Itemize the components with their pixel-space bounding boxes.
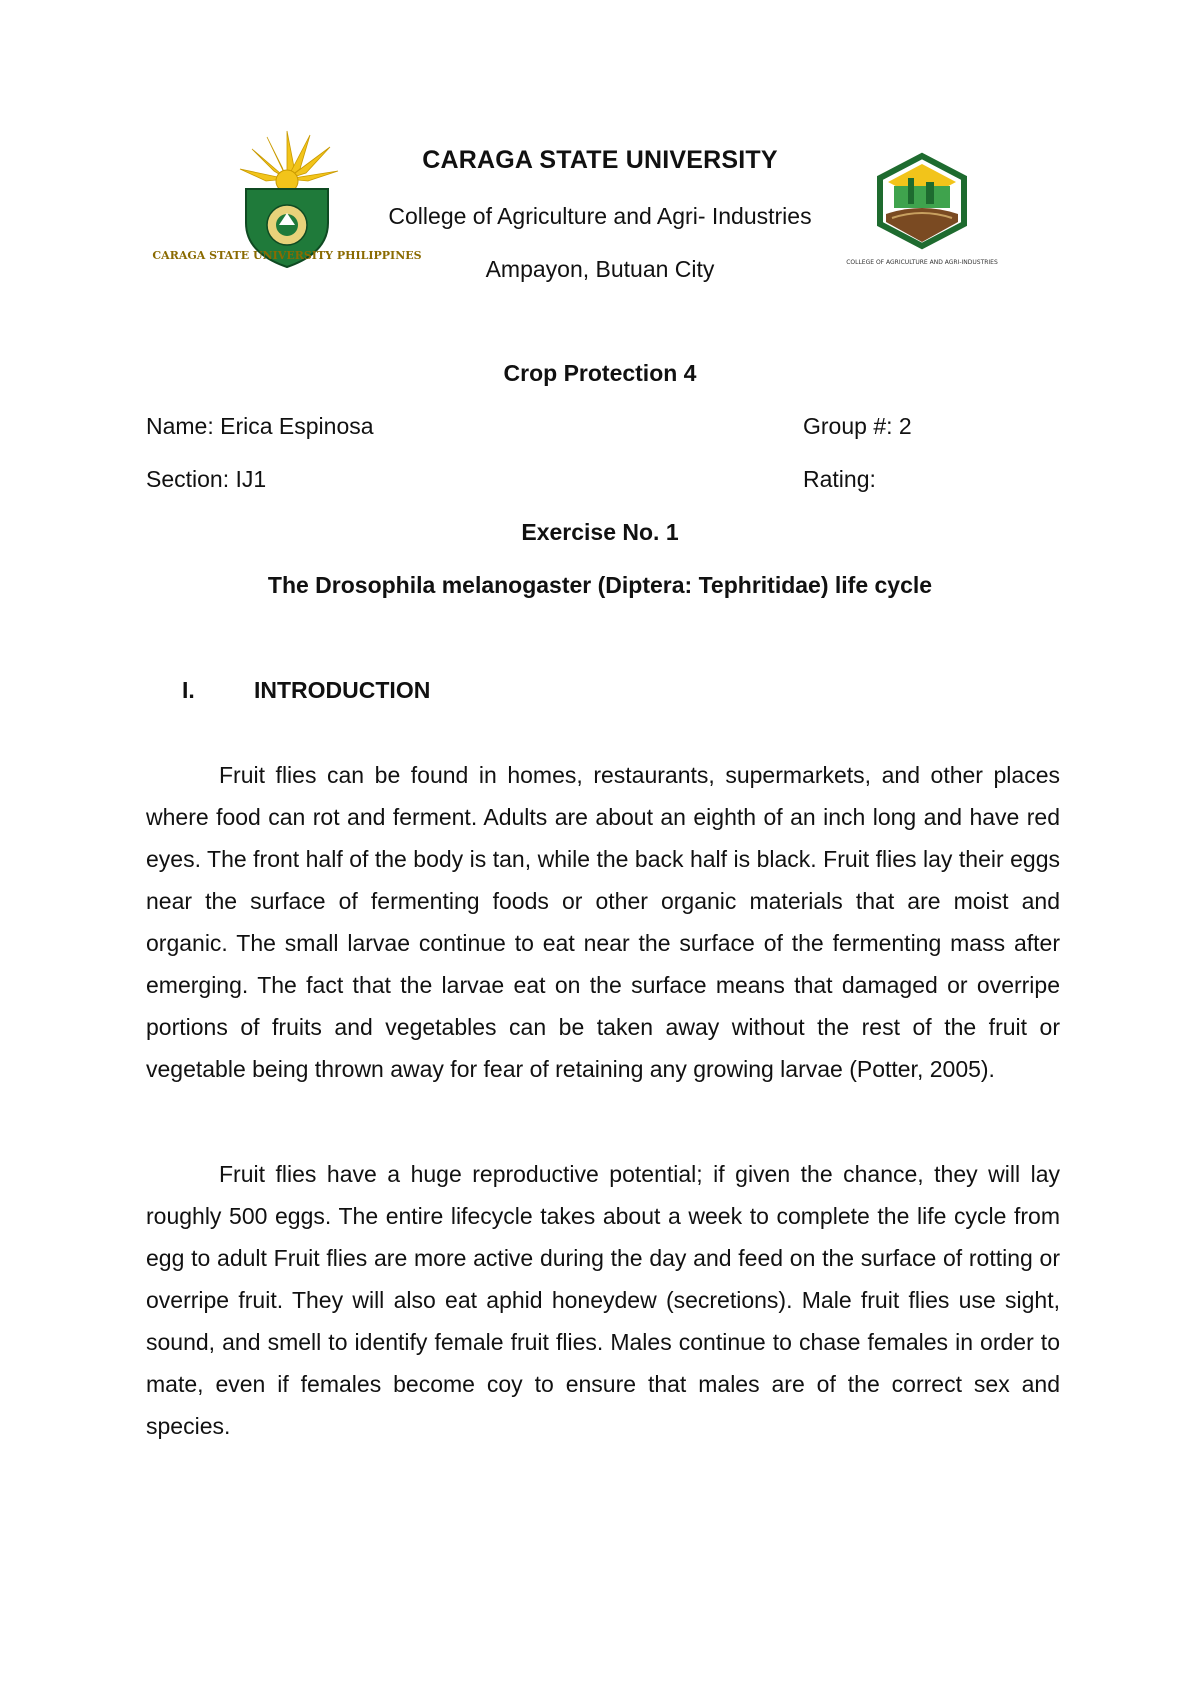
college-name: College of Agriculture and Agri- Industries — [388, 203, 812, 229]
student-name: Name: Erica Espinosa — [146, 413, 374, 439]
seal-caption: CARAGA STATE UNIVERSITY PHILIPPINES — [152, 249, 422, 262]
university-name: CARAGA STATE UNIVERSITY — [422, 146, 778, 174]
exercise-title: The Drosophila melanogaster (Diptera: Tephritidae) life cycle — [267, 572, 933, 598]
intro-paragraph-2: Fruit flies have a huge reproductive potential; if given the chance, they will lay roughly 500 eggs. The entire lifecycle takes about a week to complete the life cycle from egg to adult Fruit flies are more active during the day and feed on the surface of rotting or overripe fruit. They will also eat aphid honeydew (secretions). Male fruit flies use sight, sound, and smell to identify female fruit flies. Males continue to chase females in order to mate, even if females become coy to ensure that males are of the correct sex and species. — [146, 1161, 1060, 1439]
rating-label: Rating: — [803, 466, 876, 492]
section-label: Section: IJ1 — [146, 466, 267, 492]
exercise-number: Exercise No. 1 — [521, 519, 679, 545]
group-number: Group #: 2 — [803, 413, 912, 439]
section-number: I. — [182, 677, 195, 703]
section-heading: INTRODUCTION — [254, 677, 431, 703]
college-logo-caption: COLLEGE OF AGRICULTURE AND AGRI-INDUSTRIES — [846, 259, 998, 266]
campus-location: Ampayon, Butuan City — [485, 256, 715, 282]
course-title: Crop Protection 4 — [503, 360, 697, 386]
intro-paragraph-1: Fruit flies can be found in homes, restaurants, supermarkets, and other places where food can rot and ferment. Adults are about an eighth of an inch long and have red eyes. The front half of the body is tan, while the back half is black. Fruit flies lay their eggs near the surface of fermenting foods or other organic materials that are moist and organic. The small larvae continue to eat near the surface of the fermenting mass after emerging. The fact that the larvae eat on the surface means that damaged or overripe portions of fruits and vegetables can be taken away without the rest of the fruit or vegetable being thrown away for fear of retaining any growing larvae (Potter, 2005). — [146, 762, 1060, 1082]
